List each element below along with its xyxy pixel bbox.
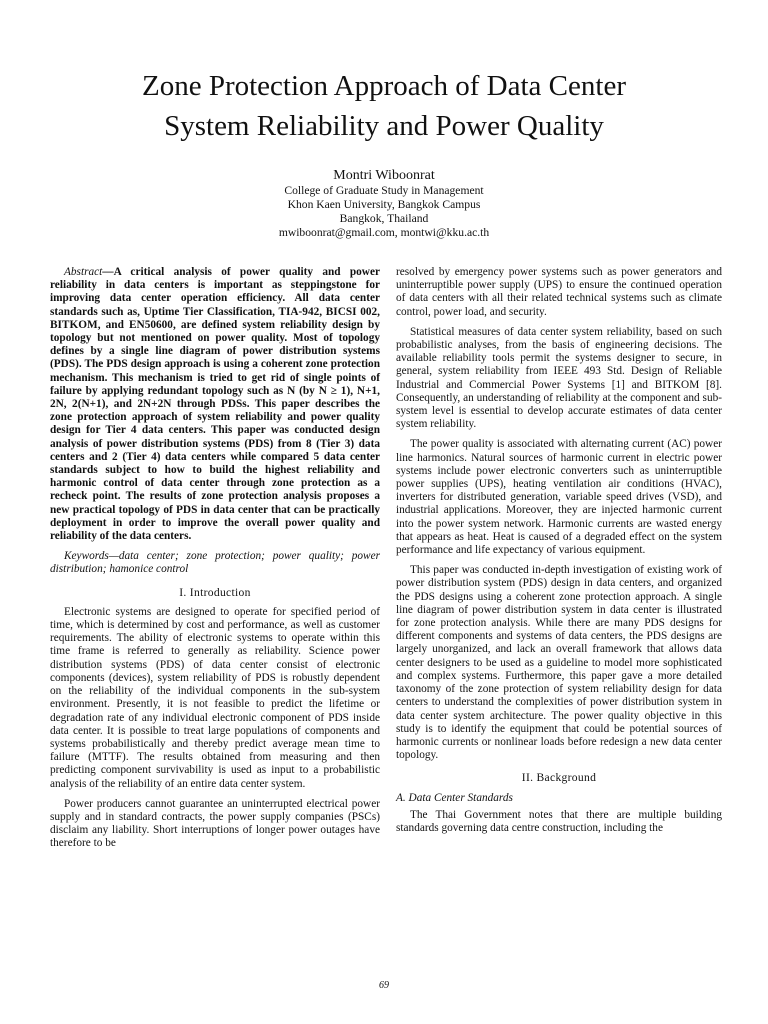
left-column	[50, 266, 380, 858]
body-paragraph: This paper was conducted in-depth investigation of existing work of power distribution system (PDS) design in data centers, and organized the PDS designs using a coherent zone protection approach. A single line diagram of power distribution system in data center is illustrated for zone protection analysis. While there are many PDS designs for different components and systems of data centers, the PDS designs are largely unorganized, and lack an overall framework that allows data center designers to be used as a guideline to model more sophisticated and complex systems. Furthermore, this paper gave a more detailed taxonomy of the zone protection of system reliability design for data centers to understand the complexities of power distribution system in data center system architecture. The power quality objective in this study is to identify the equipment that could be potential sources of harmonic currents or nonlinear loads before redesign a new data center topology.	[396, 564, 722, 762]
page-number: 69	[379, 980, 389, 991]
abstract-label: Abstract	[64, 266, 103, 278]
affiliation-line: Bangkok, Thailand	[339, 212, 429, 225]
right-column	[396, 266, 722, 842]
section-heading-background: II. Background	[521, 771, 597, 785]
keywords: Keywords—data center; zone protection; power quality; power distribution; hamonice control	[50, 550, 380, 576]
title-line-1: Zone Protection Approach of Data Center	[142, 70, 626, 102]
body-paragraph: Power producers cannot guarantee an uninterrupted electrical power supply and in standard contracts, the power supply companies (PSCs) disclaim any liability. Short interruptions of longer power outages have therefore to be	[50, 797, 380, 850]
abstract	[50, 266, 380, 543]
affiliation-line: College of Graduate Study in Management	[284, 184, 484, 197]
body-paragraph: The Thai Government notes that there are multiple building standards governing data centre construction, including the	[396, 808, 722, 834]
body-paragraph: Electronic systems are designed to operate for specified period of time, which is determined by cost and performance, as well as customer requirements. The ability of electronic systems to operate within this time frame is referred to generally as reliability. Science power distribution systems (PDS) of data center consist of electronic components (devices), system reliability of PDS is robustly dependent on the reliability of the individual components in the sub-system environment. Presently, it is not feasible to predict the lifetime or degradation rate of any individual electronic component of PDS inside data center. It is possible to treat large populations of components and systems probabilistically and thereby predict average mean time to failure (MTTF). The results obtained from measuring and then predicting component survivability is used as input to a probabilistic analysis of the reliability of an entire data center system.	[50, 605, 380, 790]
author-email: mwiboonrat@gmail.com, montwi@kku.ac.th	[278, 226, 490, 239]
body-paragraph: The power quality is associated with alternating current (AC) power line harmonics. Natural sources of harmonic current in electric power systems include power electronic converters such as uninterruptible power supplies (UPS), heating ventilation air conditions (HVAC), inverters for distributed generation, variable speed drives (VSD), and industrial applications. Moreover, they are injected harmonic current into the power system network. Harmonic currents are wasted energy that appears as heat. Heat is caused of a degraded effect on the system performance and life expectancy of various equipment.	[396, 438, 722, 557]
subsection-heading: A. Data Center Standards	[396, 791, 513, 804]
paper-title	[40, 66, 728, 146]
body-paragraph: resolved by emergency power systems such as power generators and uninterruptible power supply (UPS) to ensure the continued operation of data centers with all their related technical systems such as climate control, power load, and security.	[396, 266, 722, 318]
abstract-text: —A critical analysis of power quality and power reliability in data centers is important as steppingstone for improving data center operation efficiency. All data center standards such as, Uptime Tier Classification, TIA-942, BICSI 002, BITKOM, and EN50600, are defined system reliability design by topology but not mentioned on power quality. Most of topology defines by a single line diagram of power distribution systems (PDS). The PDS design approach is using a coherent zone protection mechanism. This mechanism is tried to get rid of single points of failure by applying redundant topology such as N (by N ≥ 1), N+1, 2N, 2(N+1), and 2N+2N through PDSs. This paper describes the zone protection approach of system reliability and power quality design for Tier 4 data centers. This paper was conducted design analysis of power distribution systems (PDS) from 8 (Tier 3) data centers and 2 (Tier 4) data centers while compared 5 data center standards subject to how to build the highest reliability and harmonic control of data center through zone protection as a recheck point. The results of zone protection analysis proposes a new practical topology of PDS in data center that can be practically deployment in order to improve the overall power quality and reliability of the data centers.	[50, 266, 380, 543]
section-heading-introduction: I. Introduction	[179, 585, 251, 599]
body-paragraph: Statistical measures of data center system reliability, based on such probabilistic analyses, from the basis of engineering decisions. The available reliability tools permit the systems designer to secure, in general, system reliability from IEEE 493 Std. Design of Reliable Industrial and Commercial Power Systems [1] and BITKOM [8]. Consequently, an understanding of reliability at the component and sub-system level is essential to develop accurate estimates of data center system reliability.	[396, 325, 722, 431]
author-name: Montri Wiboonrat	[333, 168, 435, 183]
title-line-2: System Reliability and Power Quality	[164, 110, 604, 142]
affiliation-line: Khon Kaen University, Bangkok Campus	[287, 198, 481, 211]
